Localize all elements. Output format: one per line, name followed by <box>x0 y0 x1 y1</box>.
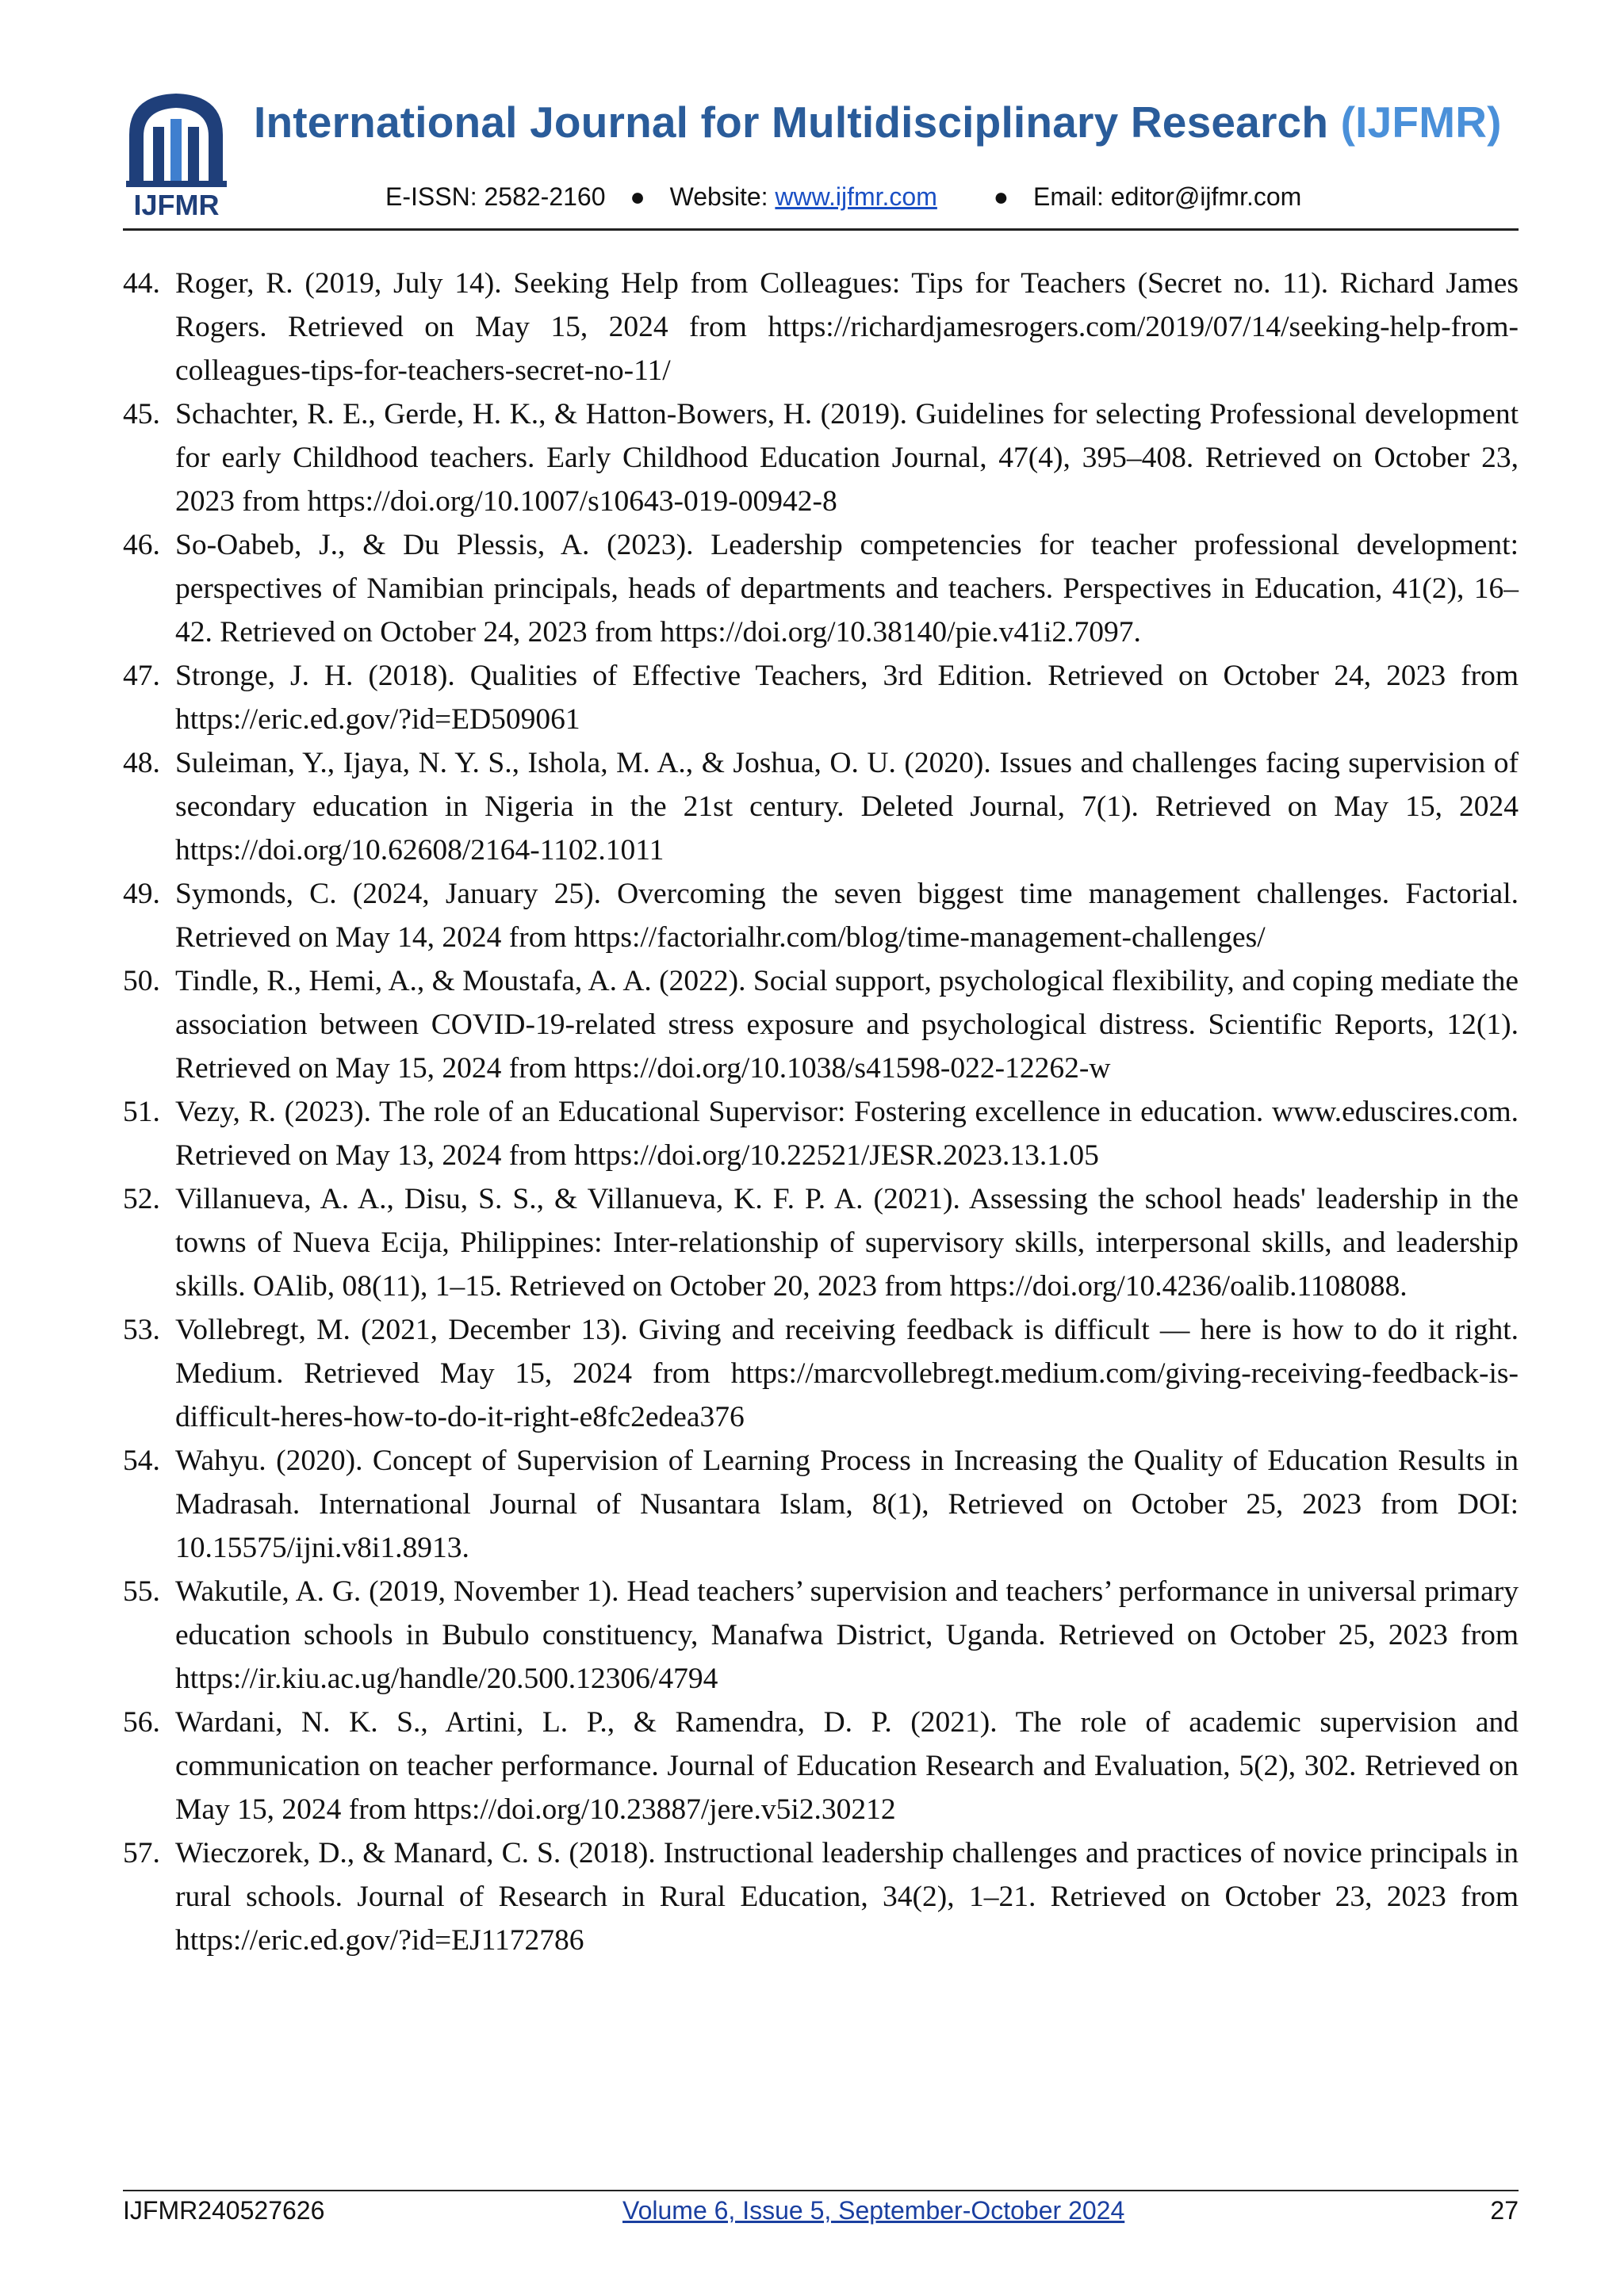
reference-number: 51. <box>123 1096 160 1128</box>
reference-text: Schachter, R. E., Gerde, H. K., & Hatton-Bowers, H. (2019). Guidelines for selecting Professional development for early Childhood teachers. Early Childhood Education Journal, 47(4), 395–408. Retrieved on October 23, 2023 from https://doi.org/10.1007/s10643-019-00942-8 <box>175 398 1519 518</box>
reference-number: 48. <box>123 747 160 779</box>
reference-number: 46. <box>123 529 160 561</box>
reference-text: Stronge, J. H. (2018). Qualities of Effective Teachers, 3rd Edition. Retrieved on October 24, 2023 from https://eric.ed.gov/?id=ED509061 <box>175 660 1519 736</box>
reference-item <box>123 872 1519 959</box>
reference-item <box>123 959 1519 1090</box>
reference-item <box>123 392 1519 523</box>
page-footer <box>123 2196 1519 2228</box>
reference-text: Wardani, N. K. S., Artini, L. P., & Ramendra, D. P. (2021). The role of academic supervision and communication on teacher performance. Journal of Education Research and Evaluation, 5(2), 302. Retrieved on May 15, 2024 from https://doi.org/10.23887/jere.v5i2.30212 <box>175 1706 1519 1826</box>
reference-number: 57. <box>123 1837 160 1869</box>
reference-item <box>123 1308 1519 1439</box>
contact-line <box>385 182 1301 212</box>
reference-number: 47. <box>123 660 160 692</box>
footer-divider <box>123 2190 1519 2191</box>
reference-item <box>123 1439 1519 1570</box>
reference-number: 45. <box>123 398 160 430</box>
journal-title-main: International Journal for Multidisciplinary Research <box>254 98 1329 147</box>
reference-item <box>123 654 1519 741</box>
reference-text: Roger, R. (2019, July 14). Seeking Help from Colleagues: Tips for Teachers (Secret no. 11). Richard James Rogers. Retrieved on May 15, 2024 from https://richardjamesrogers.com/2019/07/14/seeking-help-from-colleagues-tips-for-teachers-secret-no-11/ <box>175 267 1519 387</box>
reference-number: 53. <box>123 1314 160 1346</box>
reference-item <box>123 523 1519 654</box>
page-number: 27 <box>1490 2196 1519 2225</box>
journal-logo <box>123 87 230 222</box>
logo-text: IJFMR <box>133 189 220 221</box>
reference-text: Vollebregt, M. (2021, December 13). Giving and receiving feedback is difficult — here is how to do it right. Medium. Retrieved May 15, 2024 from https://marcvollebregt.medium.com/giving-receiving-feedback-is-difficult-heres-how-to-do-it-right-e8fc2edea376 <box>175 1314 1519 1433</box>
reference-item <box>123 1701 1519 1831</box>
reference-list <box>123 262 1519 1962</box>
reference-number: 49. <box>123 878 160 910</box>
reference-text: Suleiman, Y., Ijaya, N. Y. S., Ishola, M. A., & Joshua, O. U. (2020). Issues and challenges facing supervision of secondary education in Nigeria in the 21st century. Deleted Journal, 7(1). Retrieved on May 15, 2024 https://doi.org/10.62608/2164-1102.1011 <box>175 747 1519 867</box>
issue-link[interactable]: Volume 6, Issue 5, September-October 2024 <box>622 2196 1125 2225</box>
journal-title-abbr: (IJFMR) <box>1340 98 1502 147</box>
reference-text: Wakutile, A. G. (2019, November 1). Head teachers’ supervision and teachers’ performance in universal primary education schools in Bubulo constituency, Manafwa District, Uganda. Retrieved on October 25, 2023 from https://ir.kiu.ac.ug/handle/20.500.12306/4794 <box>175 1575 1519 1695</box>
reference-text: Wieczorek, D., & Manard, C. S. (2018). Instructional leadership challenges and practices of novice principals in rural schools. Journal of Research in Rural Education, 34(2), 1–21. Retrieved on October 23, 2023 from https://eric.ed.gov/?id=EJ1172786 <box>175 1837 1519 1957</box>
bullet-separator: ● <box>993 182 1009 211</box>
reference-number: 56. <box>123 1706 160 1739</box>
eissn: E-ISSN: 2582-2160 <box>385 182 606 211</box>
reference-text: So-Oabeb, J., & Du Plessis, A. (2023). Leadership competencies for teacher professional development: perspectives of Namibian principals, heads of departments and teachers. Perspectives in Education, 41(2), 16–42. Retrieved on October 24, 2023 from https://doi.org/10.38140/pie.v41i2.7097. <box>175 529 1519 649</box>
reference-item <box>123 1177 1519 1308</box>
reference-number: 55. <box>123 1575 160 1608</box>
header-divider <box>123 228 1519 231</box>
bullet-separator: ● <box>630 182 645 211</box>
reference-number: 50. <box>123 965 160 997</box>
reference-item <box>123 741 1519 872</box>
reference-item <box>123 1570 1519 1701</box>
reference-number: 54. <box>123 1445 160 1477</box>
reference-text: Villanueva, A. A., Disu, S. S., & Villanueva, K. F. P. A. (2021). Assessing the school heads' leadership in the towns of Nueva Ecija, Philippines: Inter-relationship of supervisory skills, interpersonal skills, and leadership skills. OAlib, 08(11), 1–15. Retrieved on October 20, 2023 from https://doi.org/10.4236/oalib.1108088. <box>175 1183 1519 1303</box>
website-label: Website: <box>669 182 768 211</box>
reference-text: Vezy, R. (2023). The role of an Educational Supervisor: Fostering excellence in education. www.eduscires.com. Retrieved on May 13, 2024 from https://doi.org/10.22521/JESR.2023.13.1.05 <box>175 1096 1519 1172</box>
email: Email: editor@ijfmr.com <box>1032 182 1302 211</box>
reference-text: Symonds, C. (2024, January 25). Overcoming the seven biggest time management challenges. Factorial. Retrieved on May 14, 2024 from https://factorialhr.com/blog/time-management-challenges/ <box>175 878 1519 954</box>
reference-item <box>123 1831 1519 1962</box>
paper-id: IJFMR240527626 <box>123 2196 325 2225</box>
website-link[interactable]: www.ijfmr.com <box>775 182 937 211</box>
reference-text: Wahyu. (2020). Concept of Supervision of Learning Process in Increasing the Quality of Education Results in Madrasah. International Journal of Nusantara Islam, 8(1), Retrieved on October 25, 2023 from DOI: 10.15575/ijni.v8i1.8913. <box>175 1445 1519 1564</box>
reference-text: Tindle, R., Hemi, A., & Moustafa, A. A. (2022). Social support, psychological flexibility, and coping mediate the association between COVID-19-related stress exposure and psychological distress. Scientific Reports, 12(1). Retrieved on May 15, 2024 from https://doi.org/10.1038/s41598-022-12262-w <box>175 965 1519 1085</box>
journal-title <box>254 97 1502 147</box>
reference-number: 44. <box>123 267 160 300</box>
reference-item <box>123 1090 1519 1177</box>
reference-item <box>123 262 1519 392</box>
reference-number: 52. <box>123 1183 160 1215</box>
